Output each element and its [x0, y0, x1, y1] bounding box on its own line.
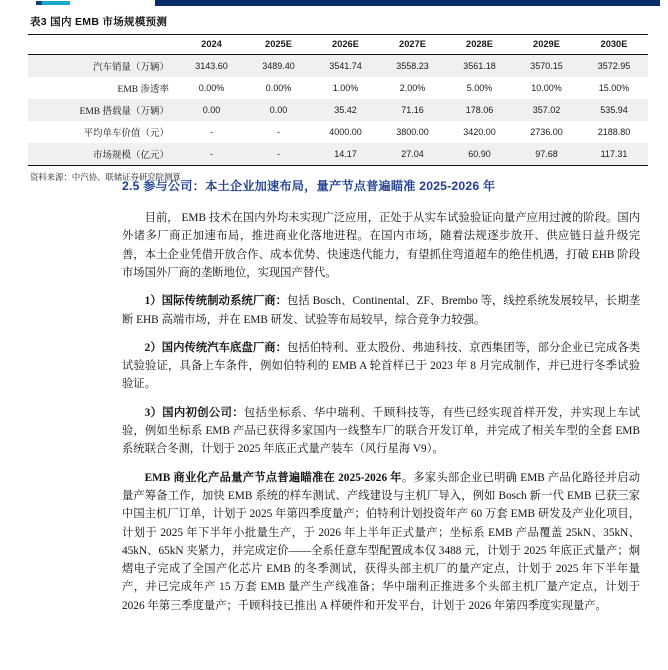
table-cell: - [210, 127, 213, 137]
table-body [28, 55, 648, 166]
market-size-table-block [28, 14, 648, 183]
table-header [28, 35, 648, 55]
table-col-header-2028e: 2028E [446, 35, 513, 55]
header-accent-cyan-bar [42, 1, 70, 5]
table-col-header-2027e: 2027E [379, 35, 446, 55]
table-cell: 535.94 [580, 99, 648, 121]
table-cell: 71.16 [379, 99, 446, 121]
market-size-table [28, 34, 648, 166]
paragraph-mass-production-timeline: EMB 商业化产品量产节点普遍瞄准在 2025-2026 年。多家头部企业已明确 EMB 产品化路径并启动量产筹备工作，加快 EMB 系统的样车测试、产线建设与主机厂导入，例如 Bosch 新一代 EMB 已获三家中国主机厂订单，计划于 2025 年第四季度量产；伯特利计划投资年产 60 万套 EMB 研发及产业化项目，计划于 2025 年下半年小批量生产，于 2026 年上半年正式量产；坐标系 EMB 产品覆盖 25kN、35kN、45kN、65kN 夹紧力，并完成定价——全系任意车型配置成本仅 3488 元，计划于 2025 年底正式量产；炯熠电子完成了全国产化芯片 EMB 的冬季测试，获得头部主机厂的量产定点，计划于 2025 年下半年量产，并已完成年产 15 万套 EMB 量产生产线准备；华中瑞利正推进多个头部主机厂量产定点，计划于 2026 年第三季度量产；千顾科技已推出 A 样硬件和开发平台，计划于 2026 年第四季度实现量产。 [122, 471, 640, 612]
table-cell: 3420.00 [463, 127, 496, 137]
table-cell: - [277, 127, 280, 137]
paragraph-international-brake-makers: 1）国际传统制动系统厂商：包括 Bosch、Continental、ZF、Brembo 等，线控系统发展较早，长期垄断 EHB 高端市场，并在 EMB 研发、试验等布局较早，综合竞争力较强。 [122, 295, 641, 326]
table-cell: 3572.95 [580, 55, 648, 78]
paragraph-domestic-startups: 3）国内初创公司：包括坐标系、华中瑞利、千顾科技等，有些已经实现首样开发，并实现上车试验，例如坐标系 EMB 产品已获得多家国内一线整车厂的联合开发订单，并完成了相关车型的全套 EMB 系统联合冬测，计划于 2025 年底正式量产装车（风行星海 V9）。 [122, 406, 640, 456]
table-cell: 60.90 [446, 143, 513, 166]
table-row-label: 汽车销量（万辆） [28, 55, 178, 78]
table-cell: 3489.40 [245, 55, 312, 78]
table-cell: - [178, 143, 245, 166]
table-cell: 3561.18 [446, 55, 513, 78]
table-cell: - [245, 143, 312, 166]
paragraph-overview: 目前， EMB 技术在国内外均未实现广泛应用，正处于从实车试验验证向量产应用过渡的阶段。国内外诸多厂商正加速布局，推进商业化落地进程。在国内市场，随着法规逐步放开、供应链日益升级完善，本土企业凭借开放合作、成本优势、快速迭代能力，有望抓住弯道超车的绝佳机遇，打破 EHB 阶段市场国外厂商的垄断地位，实现国产替代。 [122, 212, 640, 279]
table-cell: 4000.00 [329, 127, 362, 137]
table-cell: 2.00% [399, 83, 426, 93]
table-cell: 10.00% [531, 83, 562, 93]
table-cell: 357.02 [513, 99, 580, 121]
table-col-header-2029e: 2029E [513, 35, 580, 55]
table-cell: 0.00% [265, 83, 292, 93]
table-col-header-2024: 2024 [178, 35, 245, 55]
table-cell: 0.00 [245, 99, 312, 121]
table-cell: 3541.74 [312, 55, 379, 78]
table-row-label: EMB 渗透率 [117, 85, 169, 95]
table-cell: 0.00% [198, 83, 225, 93]
table-cell: 3558.23 [379, 55, 446, 78]
table-cell: 5.00% [466, 83, 493, 93]
table-col-header-blank [28, 35, 178, 55]
table-cell: 35.42 [312, 99, 379, 121]
table-source-note: 资料来源：中汽协、联储证券研究院测算 [30, 173, 181, 182]
table-cell: 2736.00 [530, 127, 563, 137]
table-row-label: 市场规模（亿元） [28, 143, 178, 166]
table-cell: 27.04 [379, 143, 446, 166]
table-cell: 0.00 [178, 99, 245, 121]
table-cell: 3570.15 [513, 55, 580, 78]
table-row [28, 55, 648, 78]
table-cell: 97.68 [513, 143, 580, 166]
table-col-header-2026e: 2026E [312, 35, 379, 55]
table-cell: 14.17 [312, 143, 379, 166]
paragraph-domestic-chassis-makers: 2）国内传统汽车底盘厂商：包括伯特利、亚太股份、弗迪科技、京西集团等，部分企业已完成各类试验验证，具备上车条件，例如伯特利的 EMB A 轮首样已于 2023 年 8 月完成制作，并已进行冬季试验验证。 [122, 341, 640, 391]
table-title: 表3 国内 EMB 市场规模预测 [30, 16, 168, 28]
table-cell: 117.31 [580, 143, 648, 166]
table-header-row [28, 35, 648, 55]
section-heading: 2.5 参与公司：本土企业加速布局，量产节点普遍瞄准 2025-2026 年 [122, 179, 496, 193]
table-cell: 2188.80 [597, 127, 631, 137]
article-body [0, 178, 668, 625]
table-cell: 1.00% [332, 83, 359, 93]
table-row-label: 平均单车价值（元） [83, 129, 169, 139]
table-cell: 3800.00 [396, 127, 429, 137]
table-cell: 15.00% [598, 83, 630, 93]
header-navy-bar [155, 0, 660, 6]
table-cell: 178.06 [446, 99, 513, 121]
table-row-label: EMB 搭载量（万辆） [28, 99, 178, 121]
table-row [28, 99, 648, 121]
table-col-header-2030e: 2030E [580, 35, 648, 55]
page-header-bars [0, 0, 668, 7]
table-row [28, 121, 648, 143]
table-row [28, 77, 648, 99]
table-row [28, 143, 648, 166]
table-cell: 3143.60 [178, 55, 245, 78]
table-col-header-2025e: 2025E [245, 35, 312, 55]
